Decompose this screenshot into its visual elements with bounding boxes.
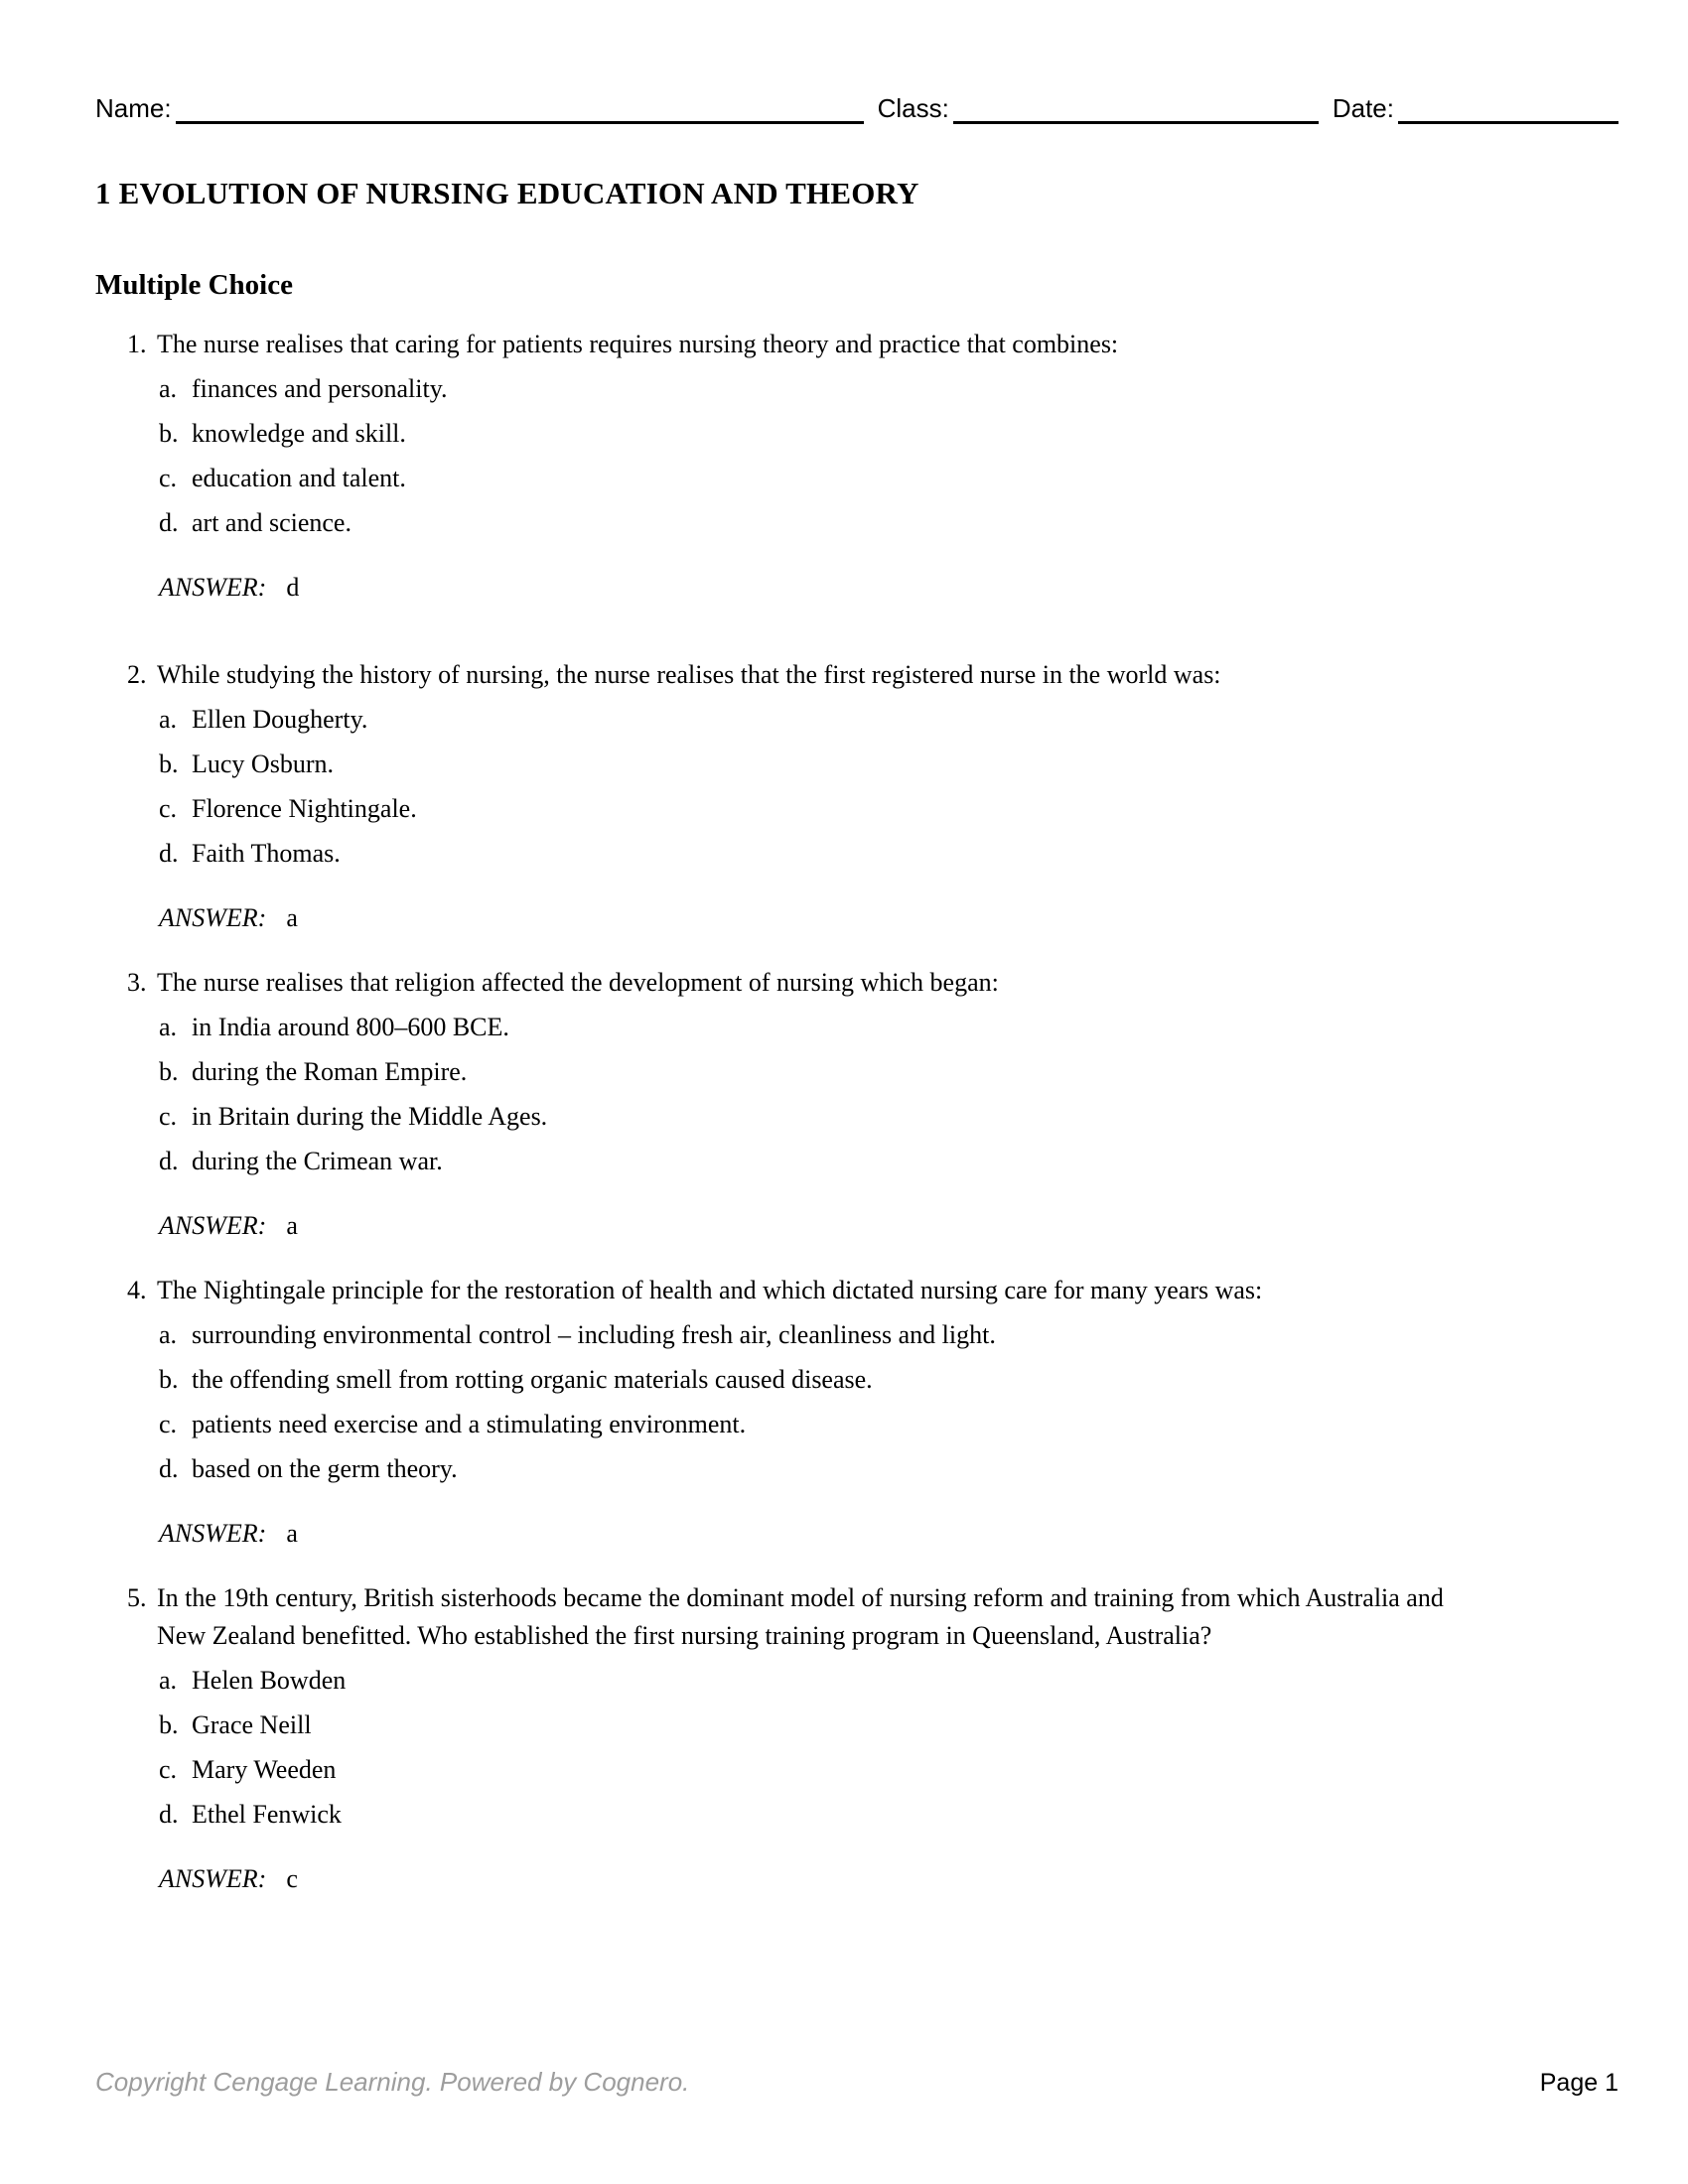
date-blank-line	[1398, 91, 1618, 124]
option-label: d.	[159, 1800, 179, 1829]
answer-row	[159, 569, 1618, 607]
option-label: d.	[159, 1147, 179, 1175]
answer-row	[159, 1207, 1618, 1245]
option-label: c.	[159, 464, 178, 492]
option-label: c.	[159, 794, 178, 823]
option-label: b.	[159, 1710, 179, 1739]
option-label: d.	[159, 1454, 179, 1483]
option-label: d.	[159, 508, 179, 537]
option-text: Lucy Osburn.	[192, 750, 334, 778]
question-block-2	[95, 656, 1618, 937]
option-label: a.	[159, 1666, 178, 1695]
option-row	[159, 1662, 1618, 1700]
option-label: a.	[159, 1013, 178, 1041]
option-text: finances and personality.	[192, 374, 448, 403]
option-label: b.	[159, 419, 179, 448]
question-text	[127, 656, 1487, 694]
option-row	[159, 1098, 1618, 1136]
question-stem: While studying the history of nursing, the nurse realises that the first registered nurse in the world was:	[157, 660, 1221, 689]
page-footer	[95, 2067, 1618, 2098]
option-row	[159, 790, 1618, 828]
answer-label: ANSWER:	[159, 1519, 267, 1548]
option-label: a.	[159, 705, 178, 734]
section-heading: Multiple Choice	[95, 269, 293, 301]
option-row	[159, 1053, 1618, 1091]
option-row	[159, 701, 1618, 739]
question-stem: The Nightingale principle for the restoration of health and which dictated nursing care for many years was:	[157, 1276, 1263, 1304]
option-row	[159, 460, 1618, 497]
question-number: 4.	[127, 1276, 147, 1304]
questions-list	[95, 326, 1618, 1898]
option-text: the offending smell from rotting organic materials caused disease.	[192, 1365, 873, 1394]
class-blank-line	[953, 91, 1319, 124]
option-text: during the Crimean war.	[192, 1147, 443, 1175]
option-row	[159, 746, 1618, 783]
answer-label: ANSWER:	[159, 573, 267, 602]
option-label: a.	[159, 1320, 178, 1349]
option-row	[159, 1361, 1618, 1399]
option-label: b.	[159, 1365, 179, 1394]
question-number: 2.	[127, 660, 147, 689]
option-text: Mary Weeden	[192, 1755, 337, 1784]
option-label: c.	[159, 1755, 178, 1784]
option-row	[159, 835, 1618, 873]
class-label: Class:	[877, 93, 949, 124]
date-label: Date:	[1332, 93, 1394, 124]
option-text: based on the germ theory.	[192, 1454, 458, 1483]
answer-row	[159, 899, 1618, 937]
option-text: Florence Nightingale.	[192, 794, 417, 823]
question-stem: The nurse realises that religion affected the development of nursing which began:	[157, 968, 999, 997]
question-block-4	[95, 1272, 1618, 1553]
option-row	[159, 1143, 1618, 1180]
option-text: Ethel Fenwick	[192, 1800, 342, 1829]
option-text: knowledge and skill.	[192, 419, 406, 448]
option-row	[159, 1796, 1618, 1834]
option-text: surrounding environmental control – including fresh air, cleanliness and light.	[192, 1320, 996, 1349]
question-number: 3.	[127, 968, 147, 997]
option-row	[159, 1316, 1618, 1354]
answer-label: ANSWER:	[159, 903, 267, 932]
answer-value: c	[286, 1864, 298, 1893]
name-label: Name:	[95, 93, 172, 124]
option-text: Helen Bowden	[192, 1666, 347, 1695]
question-text	[127, 1579, 1487, 1655]
option-text: Ellen Dougherty.	[192, 705, 368, 734]
name-blank-line	[176, 91, 864, 124]
question-text	[127, 326, 1487, 363]
option-row	[159, 1751, 1618, 1789]
question-block-5	[95, 1579, 1618, 1898]
footer-copyright: Copyright Cengage Learning. Powered by Cognero.	[95, 2067, 690, 2097]
option-text: Faith Thomas.	[192, 839, 341, 868]
answer-label: ANSWER:	[159, 1864, 267, 1893]
question-text	[127, 1272, 1487, 1309]
answer-value: d	[286, 573, 300, 602]
option-label: c.	[159, 1410, 178, 1438]
option-row	[159, 415, 1618, 453]
option-text: education and talent.	[192, 464, 406, 492]
answer-value: a	[286, 1211, 298, 1240]
option-row	[159, 1406, 1618, 1443]
option-text: Grace Neill	[192, 1710, 312, 1739]
answer-label: ANSWER:	[159, 1211, 267, 1240]
question-number: 1.	[127, 330, 147, 358]
option-text: during the Roman Empire.	[192, 1057, 468, 1086]
question-block-3	[95, 964, 1618, 1245]
option-row	[159, 1450, 1618, 1488]
option-label: d.	[159, 839, 179, 868]
page-title: 1 EVOLUTION OF NURSING EDUCATION AND THEORY	[95, 176, 919, 210]
option-label: a.	[159, 374, 178, 403]
option-text: art and science.	[192, 508, 352, 537]
option-label: b.	[159, 1057, 179, 1086]
option-row	[159, 1706, 1618, 1744]
option-row	[159, 370, 1618, 408]
option-label: b.	[159, 750, 179, 778]
option-row	[159, 1009, 1618, 1046]
option-text: in India around 800–600 BCE.	[192, 1013, 509, 1041]
footer-page-number: Page 1	[1539, 2069, 1618, 2097]
form-header	[95, 91, 1618, 124]
answer-value: a	[286, 1519, 298, 1548]
option-text: in Britain during the Middle Ages.	[192, 1102, 548, 1131]
answer-value: a	[286, 903, 298, 932]
question-text	[127, 964, 1487, 1002]
question-stem: In the 19th century, British sisterhoods became the dominant model of nursing reform and training from which Australia and New Zealand benefitted. Who established the first nursing training program in Queensland, Australia?	[157, 1583, 1444, 1650]
question-stem: The nurse realises that caring for patients requires nursing theory and practice that combines:	[157, 330, 1119, 358]
question-number: 5.	[127, 1583, 147, 1612]
option-label: c.	[159, 1102, 178, 1131]
option-row	[159, 504, 1618, 542]
question-block-1	[95, 326, 1618, 607]
answer-row	[159, 1515, 1618, 1553]
option-text: patients need exercise and a stimulating environment.	[192, 1410, 747, 1438]
answer-row	[159, 1860, 1618, 1898]
